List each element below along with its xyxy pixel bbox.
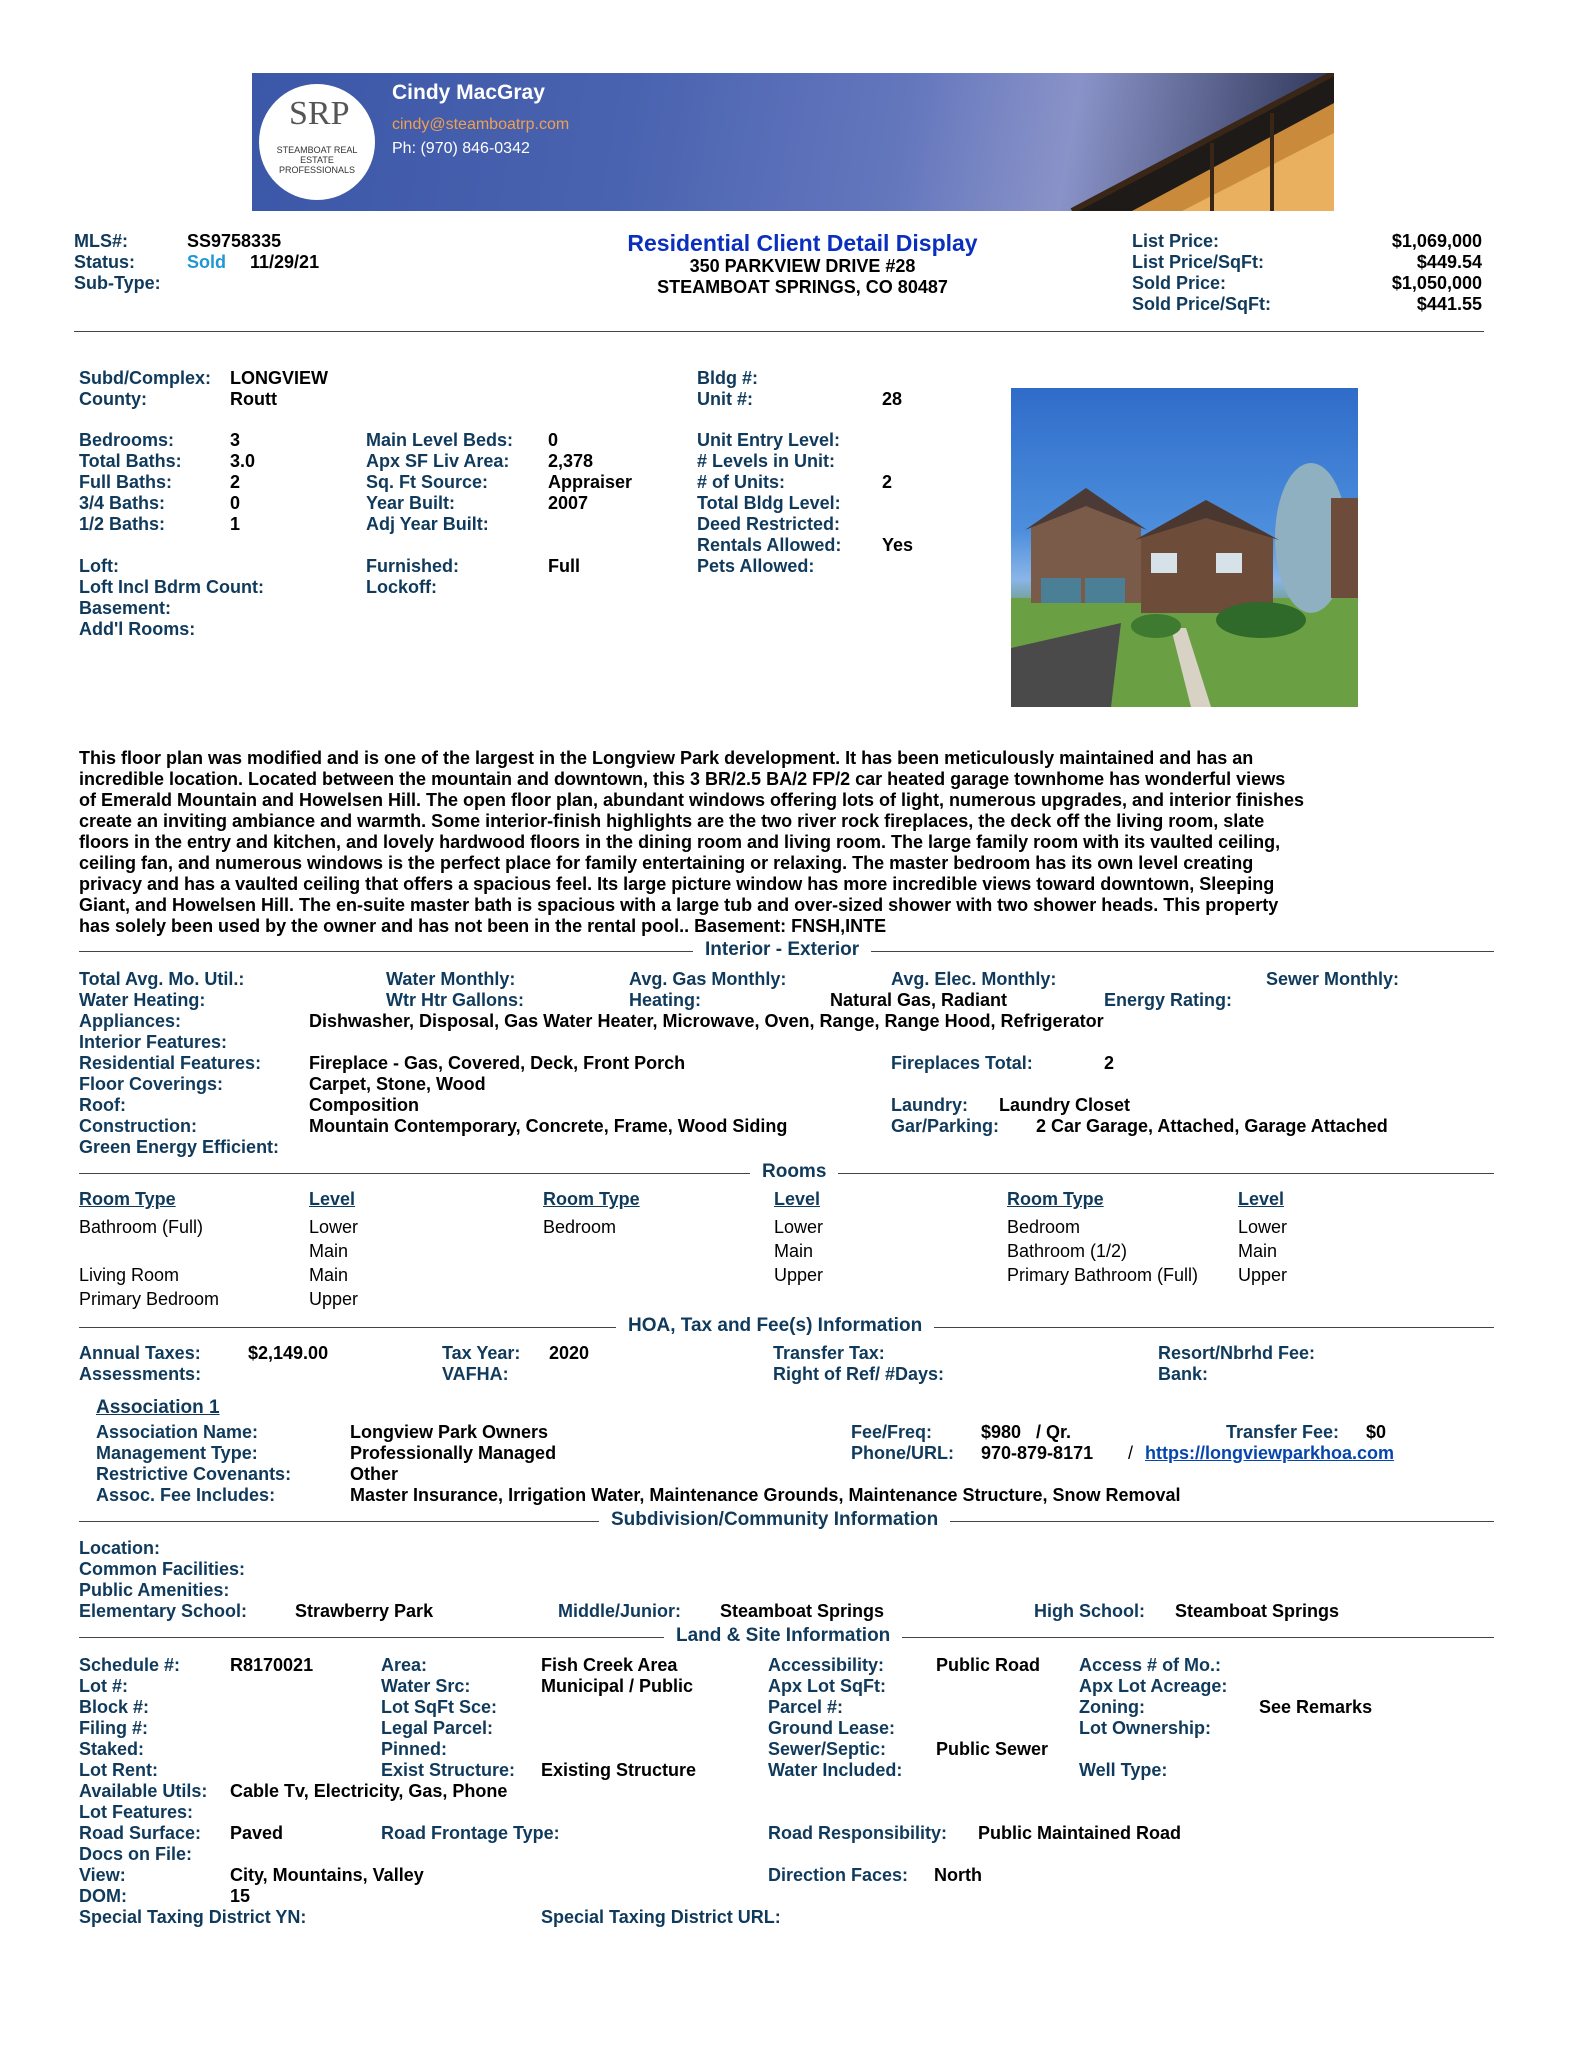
basement-label: Basement: (79, 598, 172, 618)
remarks-line: of Emerald Mountain and Howelsen Hill. The open floor plan, abundant windows offering lots of light, numerous upgrades, and interior finishes (79, 790, 1305, 810)
green-energy-label: Green Energy Efficient: (79, 1137, 280, 1157)
address-line2: STEAMBOAT SPRINGS, CO 80487 (657, 277, 948, 297)
agent-phone: Ph: (970) 846-0342 (392, 140, 530, 157)
room-type: Bedroom (1007, 1217, 1081, 1237)
interior-features-label: Interior Features: (79, 1032, 228, 1052)
water-src-label: Water Src: (381, 1676, 471, 1696)
access-months-label: Access # of Mo.: (1079, 1655, 1222, 1675)
common-facilities-label: Common Facilities: (79, 1559, 246, 1579)
floor-coverings-label: Floor Coverings: (79, 1074, 224, 1094)
docs-on-file-label: Docs on File: (79, 1844, 193, 1864)
filing-label: Filing #: (79, 1718, 148, 1738)
phone-url-label: Phone/URL: (851, 1443, 954, 1463)
main-level-beds-value: 0 (548, 430, 559, 450)
room-level: Lower (309, 1217, 359, 1237)
zoning-value: See Remarks (1259, 1697, 1373, 1717)
logo-subtext: STEAMBOAT REAL ESTATE PROFESSIONALS (276, 145, 358, 175)
covenants-label: Restrictive Covenants: (96, 1464, 292, 1484)
room-type: Primary Bathroom (Full) (1007, 1265, 1199, 1285)
mls-value: SS9758335 (187, 231, 282, 251)
address-line1: 350 PARKVIEW DRIVE #28 (689, 256, 916, 276)
sewer-monthly-label: Sewer Monthly: (1266, 969, 1400, 989)
remarks-line: has solely been used by the owner and has not been in the rental pool.. Basement: FNSH,INTE (79, 916, 887, 936)
fee-frequency: / Qr. (1036, 1422, 1072, 1442)
schedule-label: Schedule #: (79, 1655, 181, 1675)
main-level-beds-label: Main Level Beds: (366, 430, 514, 450)
heating-value: Natural Gas, Radiant (830, 990, 1008, 1010)
hoa-section-title: HOA, Tax and Fee(s) Information (616, 1315, 934, 1337)
middle-school-value: Steamboat Springs (720, 1601, 885, 1621)
half-baths-label: 1/2 Baths: (79, 514, 166, 534)
middle-school-label: Middle/Junior: (558, 1601, 681, 1621)
lockoff-label: Lockoff: (366, 577, 437, 597)
location-label: Location: (79, 1538, 160, 1558)
remarks-line: create an inviting ambiance and warmth. Some interior-finish highlights are the two river rock fireplaces, the deck off the living room, slate (79, 811, 1265, 831)
num-units-label: # of Units: (697, 472, 785, 492)
remarks-line: privacy and has a vaulted ceiling that offers a spacious feel. Its large picture window has more incredible views toward downtown, Sleeping (79, 874, 1275, 894)
available-utils-value: Cable Tv, Electricity, Gas, Phone (230, 1781, 508, 1801)
rentals-allowed-label: Rentals Allowed: (697, 535, 842, 555)
room-level: Upper (1238, 1265, 1288, 1285)
mgmt-type-label: Management Type: (96, 1443, 258, 1463)
levels-in-unit-label: # Levels in Unit: (697, 451, 836, 471)
road-responsibility-label: Road Responsibility: (768, 1823, 948, 1843)
lot-features-label: Lot Features: (79, 1802, 194, 1822)
half-baths-value: 1 (230, 514, 241, 534)
gas-monthly-label: Avg. Gas Monthly: (629, 969, 787, 989)
right-of-ref-label: Right of Ref/ #Days: (773, 1364, 945, 1384)
pinned-label: Pinned: (381, 1739, 447, 1759)
special-taxing-url-label: Special Taxing District URL: (541, 1907, 781, 1927)
lot-ownership-label: Lot Ownership: (1079, 1718, 1211, 1738)
sold-price-sqft-label: Sold Price/SqFt: (1132, 294, 1272, 314)
elec-monthly-label: Avg. Elec. Monthly: (891, 969, 1057, 989)
status-value: Sold (187, 252, 226, 272)
year-built-label: Year Built: (366, 493, 456, 513)
assoc-name-label: Association Name: (96, 1422, 259, 1442)
sewer-septic-value: Public Sewer (936, 1739, 1049, 1759)
water-included-label: Water Included: (768, 1760, 903, 1780)
lot-rent-label: Lot Rent: (79, 1760, 158, 1780)
fireplaces-label: Fireplaces Total: (891, 1053, 1033, 1073)
room-level: Lower (1238, 1217, 1288, 1237)
full-baths-value: 2 (230, 472, 241, 492)
assessments-label: Assessments: (79, 1364, 202, 1384)
transfer-fee-value: $0 (1366, 1422, 1387, 1442)
rooms-section-title: Rooms (750, 1161, 838, 1183)
loft-bdrm-label: Loft Incl Bdrm Count: (79, 577, 264, 597)
fee-includes-value: Master Insurance, Irrigation Water, Maintenance Grounds, Maintenance Structure, Snow Removal (350, 1485, 1181, 1505)
assoc-phone: 970-879-8171 (981, 1443, 1094, 1463)
garage-label: Gar/Parking: (891, 1116, 1000, 1136)
room-type-header: Room Type (1007, 1189, 1104, 1209)
water-monthly-label: Water Monthly: (386, 969, 516, 989)
list-price-label: List Price: (1132, 231, 1220, 251)
total-baths-value: 3.0 (230, 451, 256, 471)
total-bldg-level-label: Total Bldg Level: (697, 493, 841, 513)
accessibility-value: Public Road (936, 1655, 1041, 1675)
furnished-value: Full (548, 556, 580, 576)
room-type: Bedroom (543, 1217, 617, 1237)
view-value: City, Mountains, Valley (230, 1865, 424, 1885)
deed-restricted-label: Deed Restricted: (697, 514, 841, 534)
room-level: Upper (309, 1289, 359, 1309)
res-features-label: Residential Features: (79, 1053, 262, 1073)
ground-lease-label: Ground Lease: (768, 1718, 896, 1738)
direction-faces-value: North (934, 1865, 982, 1885)
sold-price-label: Sold Price: (1132, 273, 1227, 293)
sqft-source-label: Sq. Ft Source: (366, 472, 489, 492)
liv-area-value: 2,378 (548, 451, 594, 471)
water-heating-label: Water Heating: (79, 990, 206, 1010)
remarks-line: ceiling fan, and numerous windows is the perfect place for family entertaining or relaxing. The master bedroom has its own level creating (79, 853, 1254, 873)
transfer-fee-label: Transfer Fee: (1226, 1422, 1340, 1442)
level-header: Level (1238, 1189, 1285, 1209)
road-surface-value: Paved (230, 1823, 284, 1843)
mls-label: MLS#: (74, 231, 128, 251)
tax-year-value: 2020 (549, 1343, 590, 1363)
remarks-line: incredible location. Located between the mountain and downtown, this 3 BR/2.5 BA/2 FP/2 car heated garage townhome has wonderful views (79, 769, 1286, 789)
heating-label: Heating: (629, 990, 701, 1010)
elementary-school-label: Elementary School: (79, 1601, 248, 1621)
zoning-label: Zoning: (1079, 1697, 1145, 1717)
room-level: Main (774, 1241, 814, 1261)
fee-includes-label: Assoc. Fee Includes: (96, 1485, 276, 1505)
parcel-label: Parcel #: (768, 1697, 844, 1717)
logo-text: SRP (289, 95, 350, 132)
agent-name: Cindy MacGray (392, 81, 545, 104)
land-section-title: Land & Site Information (664, 1625, 902, 1647)
elementary-school-value: Strawberry Park (295, 1601, 434, 1621)
sewer-septic-label: Sewer/Septic: (768, 1739, 887, 1759)
block-label: Block #: (79, 1697, 150, 1717)
road-responsibility-value: Public Maintained Road (978, 1823, 1182, 1843)
room-type: Bathroom (1/2) (1007, 1241, 1128, 1261)
room-type: Bathroom (Full) (79, 1217, 204, 1237)
assoc-name-value: Longview Park Owners (350, 1422, 549, 1442)
construction-value: Mountain Contemporary, Concrete, Frame, Wood Siding (309, 1116, 788, 1136)
floor-coverings-value: Carpet, Stone, Wood (309, 1074, 486, 1094)
bank-label: Bank: (1158, 1364, 1209, 1384)
legal-parcel-label: Legal Parcel: (381, 1718, 494, 1738)
schedule-value: R8170021 (230, 1655, 314, 1675)
pets-allowed-label: Pets Allowed: (697, 556, 815, 576)
available-utils-label: Available Utils: (79, 1781, 208, 1801)
covenants-value: Other (350, 1464, 399, 1484)
wtr-gallons-label: Wtr Htr Gallons: (386, 990, 524, 1010)
property-photo (1011, 388, 1358, 707)
level-header: Level (309, 1189, 356, 1209)
lot-sqft-sce-label: Lot SqFt Sce: (381, 1697, 497, 1717)
three-quarter-baths-value: 0 (230, 493, 241, 513)
county-value: Routt (230, 389, 277, 409)
road-surface-label: Road Surface: (79, 1823, 202, 1843)
num-units-value: 2 (882, 472, 893, 492)
apx-lot-sqft-label: Apx Lot SqFt: (768, 1676, 886, 1696)
url-separator: / (1128, 1443, 1134, 1463)
list-price-sqft-label: List Price/SqFt: (1132, 252, 1265, 272)
assoc-website-link[interactable]: https://longviewparkhoa.com (1145, 1443, 1395, 1463)
subtype-label: Sub-Type: (74, 273, 161, 293)
road-frontage-label: Road Frontage Type: (381, 1823, 560, 1843)
laundry-label: Laundry: (891, 1095, 969, 1115)
area-value: Fish Creek Area (541, 1655, 678, 1675)
appliances-label: Appliances: (79, 1011, 182, 1031)
public-amenities-label: Public Amenities: (79, 1580, 230, 1600)
loft-label: Loft: (79, 556, 119, 576)
addl-rooms-label: Add'l Rooms: (79, 619, 196, 639)
full-baths-label: Full Baths: (79, 472, 172, 492)
remarks-line: This floor plan was modified and is one of the largest in the Longview Park development. It has been meticulously maintained and has an (79, 748, 1254, 768)
year-built-value: 2007 (548, 493, 589, 513)
dom-value: 15 (230, 1886, 251, 1906)
laundry-value: Laundry Closet (999, 1095, 1131, 1115)
subd-label: Subd/Complex: (79, 368, 212, 388)
three-quarter-baths-label: 3/4 Baths: (79, 493, 166, 513)
fee-value: $980 (981, 1422, 1022, 1442)
dom-label: DOM: (79, 1886, 127, 1906)
unit-label: Unit #: (697, 389, 753, 409)
energy-rating-label: Energy Rating: (1104, 990, 1233, 1010)
transfer-tax-label: Transfer Tax: (773, 1343, 885, 1363)
construction-label: Construction: (79, 1116, 197, 1136)
appliances-value: Dishwasher, Disposal, Gas Water Heater, Microwave, Oven, Range, Range Hood, Refrigerator (309, 1011, 1104, 1031)
rentals-allowed-value: Yes (882, 535, 914, 555)
area-label: Area: (381, 1655, 428, 1675)
fee-freq-label: Fee/Freq: (851, 1422, 933, 1442)
room-type-header: Room Type (79, 1189, 176, 1209)
roof-label: Roof: (79, 1095, 126, 1115)
room-level: Upper (774, 1265, 824, 1285)
sqft-source-value: Appraiser (548, 472, 633, 492)
bedrooms-label: Bedrooms: (79, 430, 175, 450)
room-type: Primary Bedroom (79, 1289, 220, 1309)
property-photo-illustration (1011, 388, 1358, 707)
remarks-line: floors in the entry and kitchen, and lovely hardwood floors in the dining room and living room. The large family room with its vaulted ceiling, (79, 832, 1281, 852)
total-baths-label: Total Baths: (79, 451, 182, 471)
high-school-value: Steamboat Springs (1175, 1601, 1340, 1621)
room-level: Main (1238, 1241, 1278, 1261)
view-label: View: (79, 1865, 126, 1885)
apx-lot-acreage-label: Apx Lot Acreage: (1079, 1676, 1228, 1696)
room-type-header: Room Type (543, 1189, 640, 1209)
roof-value: Composition (309, 1095, 419, 1115)
unit-value: 28 (882, 389, 903, 409)
garage-value: 2 Car Garage, Attached, Garage Attached (1036, 1116, 1388, 1136)
sold-price-value: $1,050,000 (1391, 273, 1482, 293)
subd-value: LONGVIEW (230, 368, 328, 388)
list-price-sqft-value: $449.54 (1416, 252, 1482, 272)
lot-label: Lot #: (79, 1676, 128, 1696)
unit-entry-level-label: Unit Entry Level: (697, 430, 841, 450)
room-type: Living Room (79, 1265, 180, 1285)
status-label: Status: (74, 252, 136, 272)
room-level: Main (309, 1265, 349, 1285)
header-divider (74, 331, 1484, 332)
res-features-value: Fireplace - Gas, Covered, Deck, Front Porch (309, 1053, 686, 1073)
list-price-value: $1,069,000 (1391, 231, 1482, 251)
room-level: Main (309, 1241, 349, 1261)
furnished-label: Furnished: (366, 556, 459, 576)
association-title: Association 1 (96, 1397, 220, 1418)
tax-year-label: Tax Year: (442, 1343, 521, 1363)
mgmt-type-value: Professionally Managed (350, 1443, 557, 1463)
resort-fee-label: Resort/Nbrhd Fee: (1158, 1343, 1316, 1363)
direction-faces-label: Direction Faces: (768, 1865, 909, 1885)
adj-year-built-label: Adj Year Built: (366, 514, 489, 534)
util-label: Total Avg. Mo. Util.: (79, 969, 245, 989)
room-level: Lower (774, 1217, 824, 1237)
page-title: Residential Client Detail Display (627, 230, 978, 256)
exist-structure-value: Existing Structure (541, 1760, 697, 1780)
annual-taxes-label: Annual Taxes: (79, 1343, 201, 1363)
fireplaces-value: 2 (1104, 1053, 1115, 1073)
accessibility-label: Accessibility: (768, 1655, 885, 1675)
well-type-label: Well Type: (1079, 1760, 1168, 1780)
sold-price-sqft-value: $441.55 (1416, 294, 1482, 314)
special-taxing-yn-label: Special Taxing District YN: (79, 1907, 307, 1927)
bldg-label: Bldg #: (697, 368, 758, 388)
high-school-label: High School: (1034, 1601, 1145, 1621)
subdivision-section-title: Subdivision/Community Information (599, 1509, 950, 1531)
agent-email[interactable]: cindy@steamboatrp.com (392, 116, 570, 133)
remarks-line: Giant, and Howelsen Hill. The en-suite master bath is spacious with a large tub and over-sized shower with two shower heads. This property (79, 895, 1279, 915)
staked-label: Staked: (79, 1739, 145, 1759)
water-src-value: Municipal / Public (541, 1676, 694, 1696)
vafha-label: VAFHA: (442, 1364, 509, 1384)
interior-section-title: Interior - Exterior (693, 939, 871, 961)
liv-area-label: Apx SF Liv Area: (366, 451, 510, 471)
level-header: Level (774, 1189, 821, 1209)
agent-banner (252, 73, 1334, 211)
annual-taxes-value: $2,149.00 (248, 1343, 329, 1363)
status-date: 11/29/21 (250, 252, 320, 272)
county-label: County: (79, 389, 147, 409)
exist-structure-label: Exist Structure: (381, 1760, 516, 1780)
bedrooms-value: 3 (230, 430, 241, 450)
